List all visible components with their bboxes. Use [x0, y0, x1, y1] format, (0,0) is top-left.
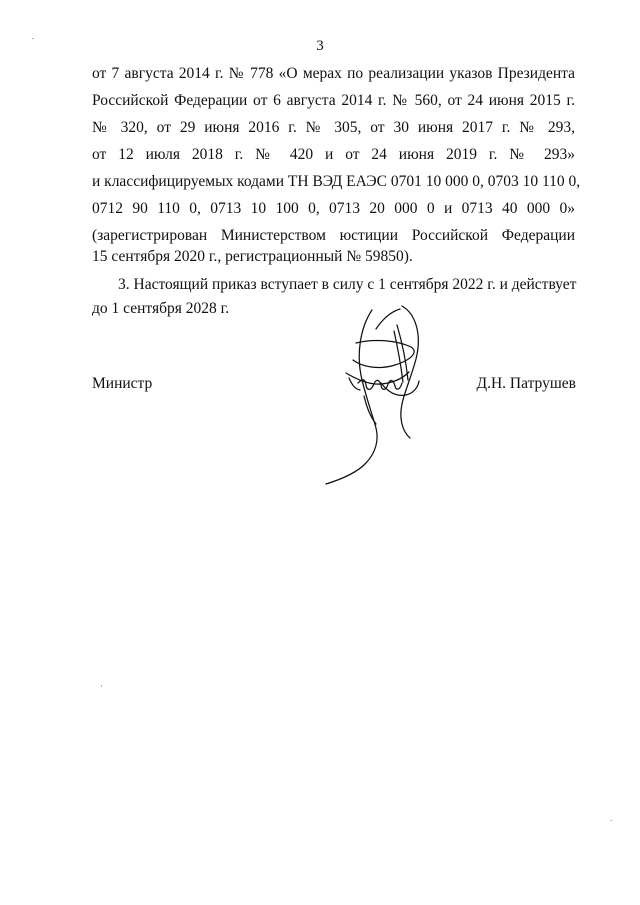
- body-line-7: (зарегистрирован Министерством юстиции Российской Федерации: [92, 227, 575, 244]
- body-line-4: от 12 июля 2018 г. № 420 и от 24 июня 2019 г. № 293»: [92, 146, 575, 163]
- scan-speck: [32, 38, 34, 39]
- body-line-3: № 320, от 29 июня 2016 г. № 305, от 30 июня 2017 г. № 293,: [92, 119, 575, 136]
- body-line-6: 0712 90 110 0, 0713 10 100 0, 0713 20 000 0 и 0713 40 000 0»: [92, 200, 575, 217]
- body-line-1: от 7 августа 2014 г. № 778 «О мерах по реализации указов Президента: [92, 65, 575, 82]
- body-line-8: 15 сентября 2020 г., регистрационный № 59850).: [92, 248, 413, 265]
- handwritten-signature: [318, 300, 438, 485]
- scan-speck: [101, 685, 102, 687]
- body-line-5: и классифицируемых кодами ТН ВЭД ЕАЭС 0701 10 000 0, 0703 10 110 0,: [92, 173, 581, 190]
- signatory-name: Д.Н. Патрушев: [476, 375, 576, 392]
- scan-speck: [610, 820, 612, 821]
- body-line-10: до 1 сентября 2028 г.: [92, 300, 230, 317]
- body-line-2: Российской Федерации от 6 августа 2014 г. № 560, от 24 июня 2015 г.: [92, 92, 575, 109]
- body-line-9: 3. Настоящий приказ вступает в силу с 1 сентября 2022 г. и действует: [118, 276, 577, 293]
- signatory-title: Министр: [92, 375, 153, 392]
- page-number: 3: [316, 38, 324, 54]
